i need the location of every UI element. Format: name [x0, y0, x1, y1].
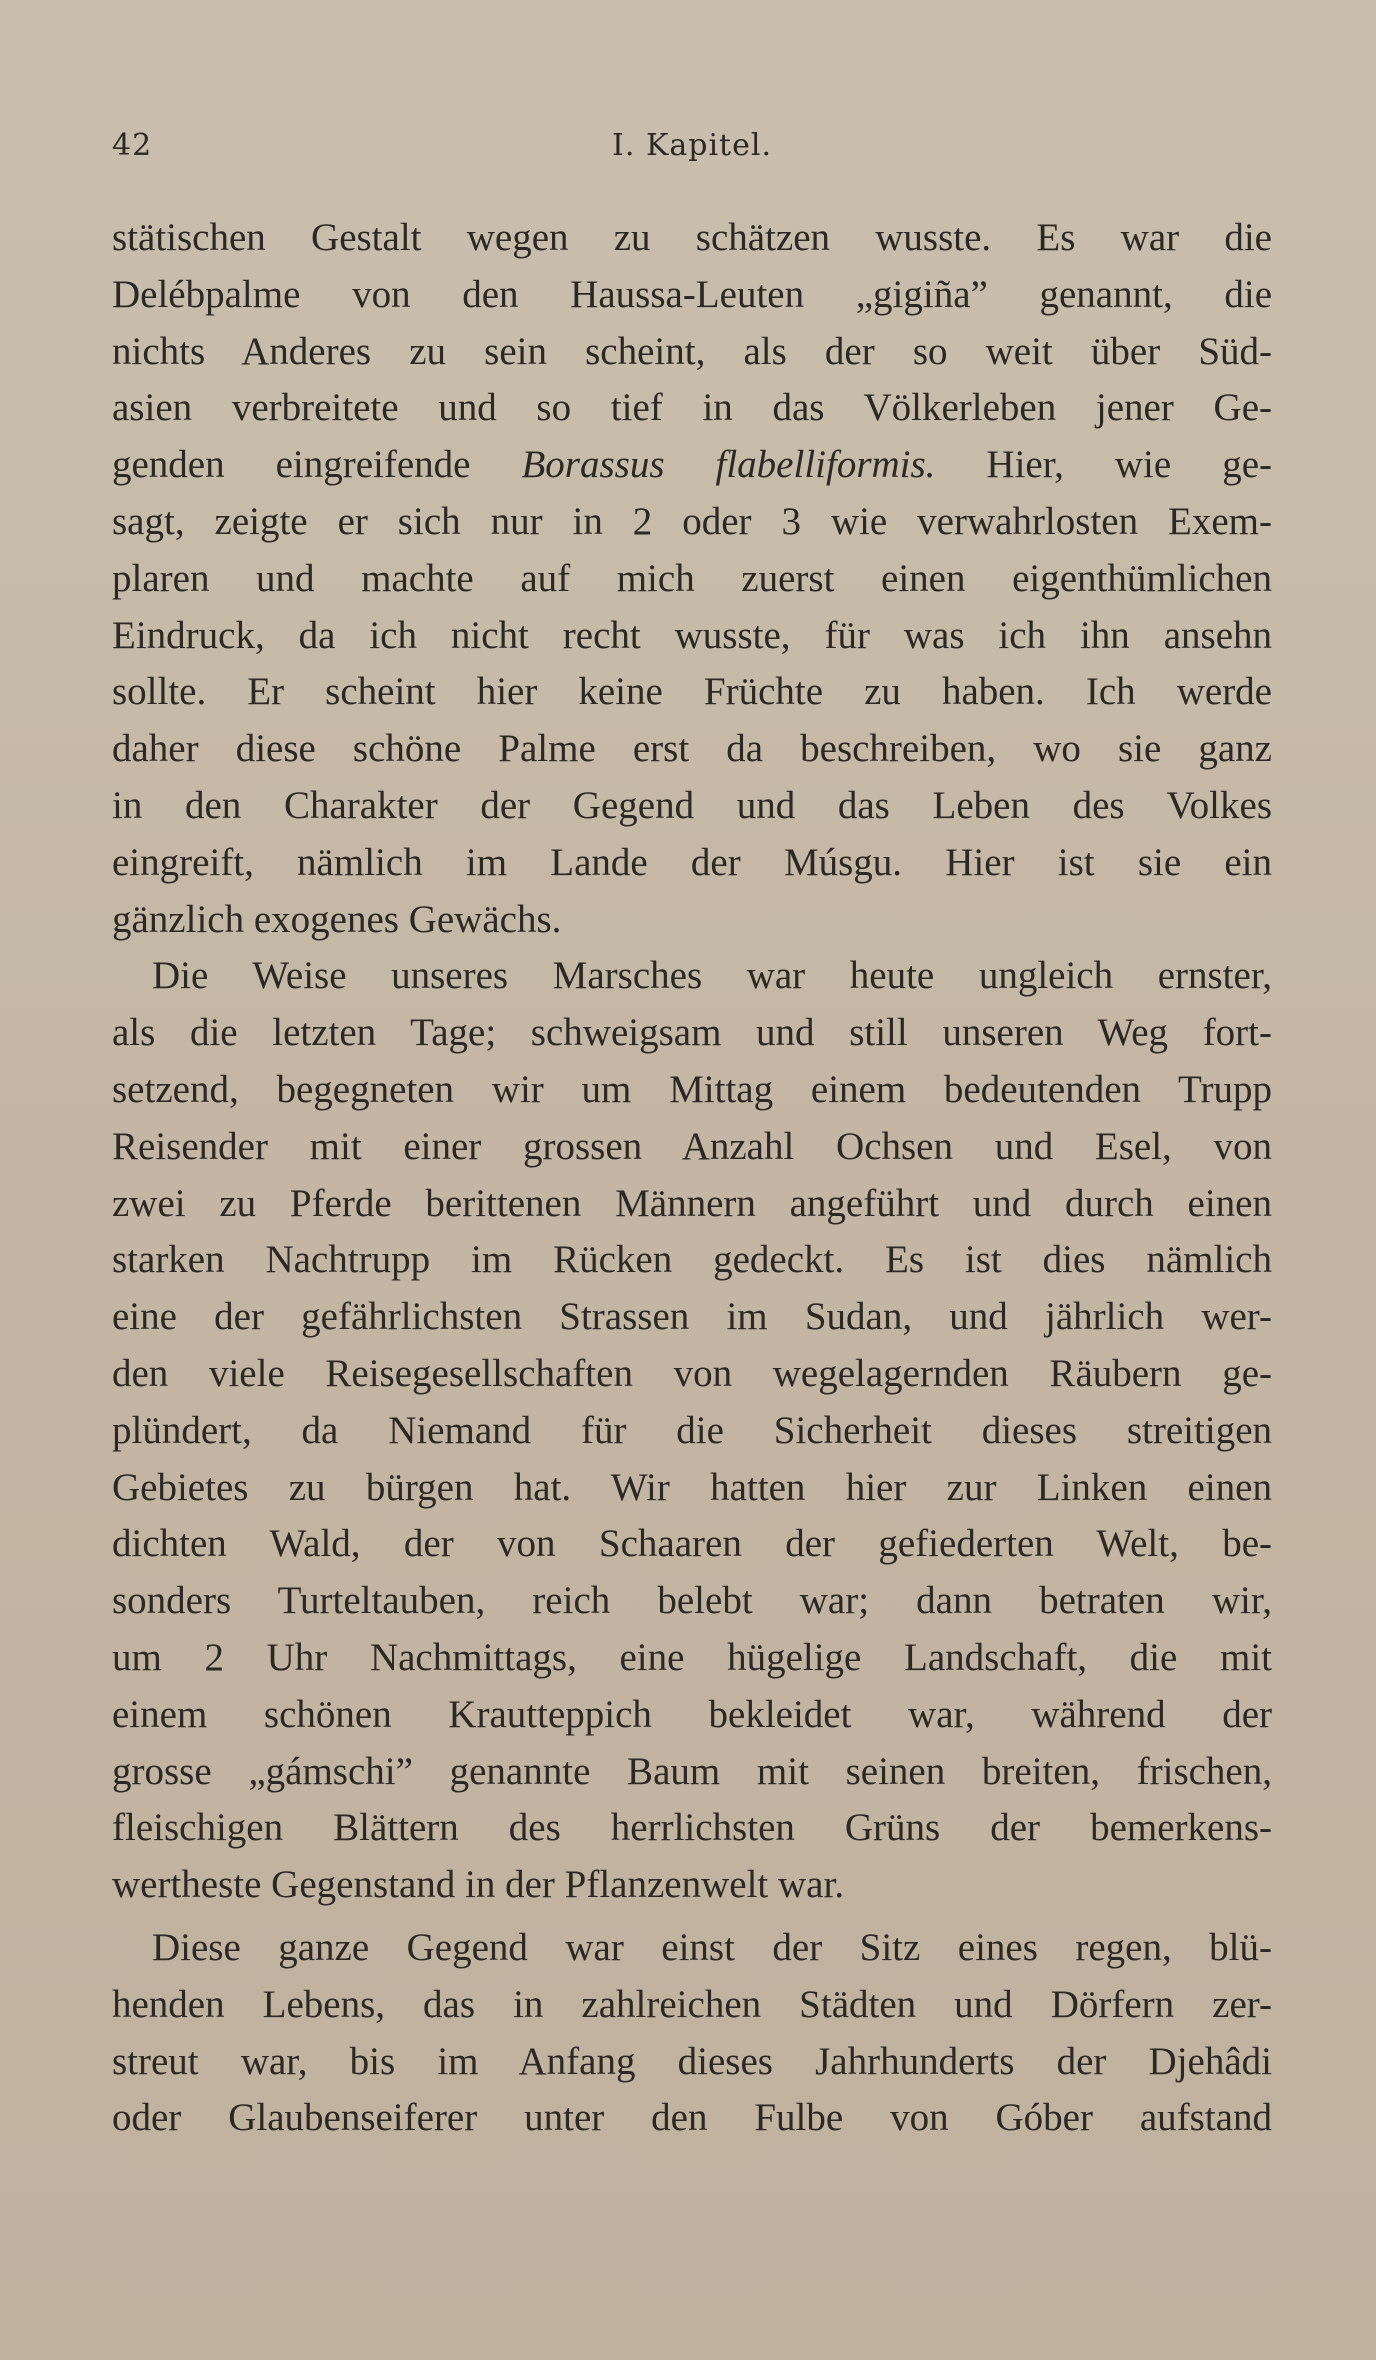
- text-line: gänzlich exogenes Gewächs.: [112, 897, 562, 941]
- text-line: nichts Anderes zu sein scheint, als der so weit über Süd-: [112, 329, 1272, 373]
- text-line: asien verbreitete und so tief in das Völkerleben jener Ge-: [112, 386, 1272, 430]
- text-line: starken Nachtrupp im Rücken gedeckt. Es ist dies nämlich: [112, 1238, 1272, 1282]
- text-line: einem schönen Krautteppich bekleidet war, während der: [112, 1692, 1272, 1736]
- text-segment: Hier, wie ge-: [935, 443, 1272, 487]
- text-line: sagt, zeigte er sich nur in 2 oder 3 wie verwahrlosten Exem-: [112, 499, 1272, 543]
- text-line: eine der gefährlichsten Strassen im Sudan, und jährlich wer-: [112, 1295, 1272, 1339]
- text-line: zwei zu Pferde berittenen Männern angeführt und durch einen: [112, 1181, 1272, 1225]
- text-line: plaren und machte auf mich zuerst einen eigenthümlichen: [112, 556, 1272, 600]
- running-head: [112, 128, 1272, 172]
- text-line: als die letzten Tage; schweigsam und still unseren Weg fort-: [112, 1011, 1272, 1055]
- text-line: Eindruck, da ich nicht recht wusste, für was ich ihn ansehn: [112, 613, 1272, 657]
- text-line: oder Glaubenseiferer unter den Fulbe von Góber aufstand: [112, 2096, 1272, 2140]
- text-line: Reisender mit einer grossen Anzahl Ochsen und Esel, von: [112, 1124, 1272, 1168]
- chapter-title: I. Kapitel.: [612, 128, 772, 163]
- text-segment: genden eingreifende: [112, 443, 522, 487]
- text-line: in den Charakter der Gegend und das Leben des Volkes: [112, 783, 1272, 827]
- text-line: um 2 Uhr Nachmittags, eine hügelige Landschaft, die mit: [112, 1635, 1272, 1679]
- text-line: setzend, begegneten wir um Mittag einem bedeutenden Trupp: [112, 1067, 1272, 1111]
- paragraph-first-line: Die Weise unseres Marsches war heute ungleich ernster,: [152, 954, 1272, 998]
- page-number: 42: [112, 128, 153, 163]
- text-line: daher diese schöne Palme erst da beschreiben, wo sie ganz: [112, 727, 1272, 771]
- text-line: streut war, bis im Anfang dieses Jahrhunderts der Djehâdi: [112, 2039, 1272, 2083]
- italic-species-name: Borassus flabelliformis.: [521, 443, 936, 487]
- text-line: Gebietes zu bürgen hat. Wir hatten hier zur Linken einen: [112, 1465, 1272, 1509]
- text-line: wertheste Gegenstand in der Pflanzenwelt war.: [112, 1863, 845, 1907]
- text-line: fleischigen Blättern des herrlichsten Grüns der bemerkens-: [112, 1806, 1272, 1850]
- text-line: stätischen Gestalt wegen zu schätzen wusste. Es war die: [112, 216, 1272, 259]
- text-line: dichten Wald, der von Schaaren der gefiederten Welt, be-: [112, 1522, 1272, 1566]
- text-line: plündert, da Niemand für die Sicherheit dieses streitigen: [112, 1408, 1272, 1452]
- text-line: eingreift, nämlich im Lande der Músgu. Hier ist sie ein: [112, 840, 1272, 884]
- text-line: [112, 437, 1272, 494]
- paragraph-first-line: Diese ganze Gegend war einst der Sitz eines regen, blü-: [152, 1925, 1272, 1969]
- text-line: grosse „gámschi” genannte Baum mit seinen breiten, frischen,: [112, 1749, 1272, 1793]
- text-line: sollte. Er scheint hier keine Früchte zu haben. Ich werde: [112, 670, 1272, 714]
- text-line: Delébpalme von den Haussa-Leuten „gigiña” genannt, die: [112, 272, 1272, 316]
- text-line: henden Lebens, das in zahlreichen Städten und Dörfern zer-: [112, 1982, 1272, 2026]
- text-line: sonders Turteltauben, reich belebt war; dann betraten wir,: [112, 1579, 1272, 1623]
- body-text: [112, 210, 1272, 2147]
- text-line: den viele Reisegesellschaften von wegelagernden Räubern ge-: [112, 1351, 1272, 1395]
